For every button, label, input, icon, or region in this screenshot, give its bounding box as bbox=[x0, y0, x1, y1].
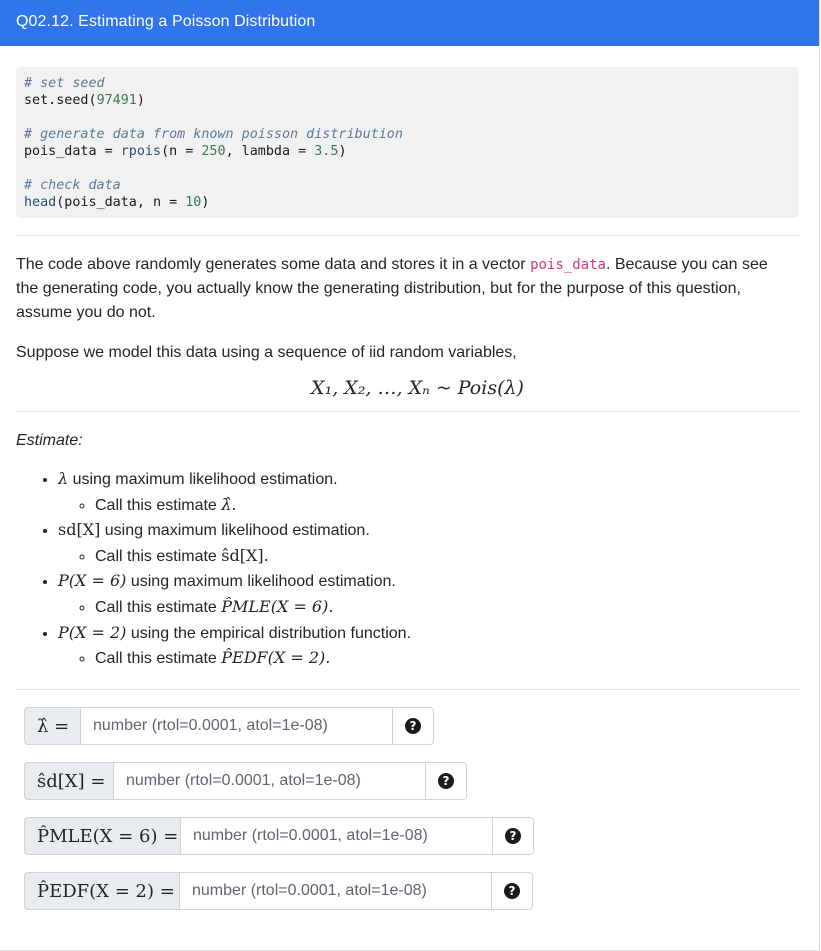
answer-sd-label: ŝd[X] = bbox=[24, 762, 114, 800]
intro-paragraph: The code above randomly generates some data and stores it in a vector pois_data. Because you can see the generating code, you actually know the generating distribution, but for the purpose of this question, assume you do not. bbox=[16, 256, 768, 321]
model-equation: X₁, X₂, …, Xₙ ~ Pois(λ) bbox=[311, 377, 524, 399]
list-item: ◦ Call this estimate ŝd[X]. bbox=[95, 544, 799, 570]
question-circle-icon: ? bbox=[504, 883, 520, 899]
inline-code-pois-data: pois_data bbox=[530, 257, 606, 273]
code-block: # set seed set.seed(97491) # generate data from known poisson distribution pois_data = rpois(n = 250, lambda = 3.5) # check data head(pois_data, n = 10) bbox=[16, 67, 799, 218]
list-item: • sd[X] using maximum likelihood estimation. ◦ Call this estimate ŝd[X]. bbox=[58, 518, 799, 569]
answer-pedf-input[interactable] bbox=[180, 872, 492, 910]
estimate-heading: Estimate: bbox=[16, 432, 83, 449]
answer-sd-help-button[interactable] bbox=[426, 762, 467, 800]
list-item: ◦ Call this estimate λ̂. bbox=[95, 493, 799, 519]
answer-lambda-label: λ̂ = bbox=[24, 707, 81, 745]
question-header bbox=[0, 0, 819, 46]
estimate-list bbox=[16, 467, 799, 672]
divider bbox=[16, 235, 799, 236]
answer-lambda-group bbox=[24, 707, 434, 745]
answer-sd-group bbox=[24, 762, 467, 800]
answer-pedf-help-button[interactable] bbox=[492, 872, 533, 910]
answer-pmle-input[interactable] bbox=[181, 817, 493, 855]
divider bbox=[16, 689, 799, 690]
divider bbox=[16, 411, 799, 412]
list-item: • λ using maximum likelihood estimation. ◦ Call this estimate λ̂. bbox=[58, 467, 799, 518]
list-item: • P(X = 6) using maximum likelihood estimation. ◦ Call this estimate P̂MLE(X = 6). bbox=[58, 569, 799, 620]
question-circle-icon: ? bbox=[405, 718, 421, 734]
answer-lambda-input[interactable] bbox=[81, 707, 393, 745]
answer-pedf-group bbox=[24, 872, 533, 910]
answer-sd-input[interactable] bbox=[114, 762, 426, 800]
list-item: ◦ Call this estimate P̂MLE(X = 6). bbox=[95, 595, 799, 621]
list-item: • P(X = 2) using the empirical distribution function. ◦ Call this estimate P̂EDF(X = 2). bbox=[58, 621, 799, 672]
answer-pedf-label: P̂EDF(X = 2) = bbox=[24, 872, 180, 910]
question-circle-icon: ? bbox=[505, 828, 521, 844]
answer-lambda-help-button[interactable] bbox=[393, 707, 434, 745]
question-circle-icon: ? bbox=[438, 773, 454, 789]
answer-pmle-label: P̂MLE(X = 6) = bbox=[24, 817, 181, 855]
answer-pmle-group bbox=[24, 817, 534, 855]
model-paragraph: Suppose we model this data using a sequence of iid random variables, bbox=[16, 344, 517, 361]
list-item: ◦ Call this estimate P̂EDF(X = 2). bbox=[95, 646, 799, 672]
answer-pmle-help-button[interactable] bbox=[493, 817, 534, 855]
question-title: Q02.12. Estimating a Poisson Distribution bbox=[16, 13, 316, 30]
